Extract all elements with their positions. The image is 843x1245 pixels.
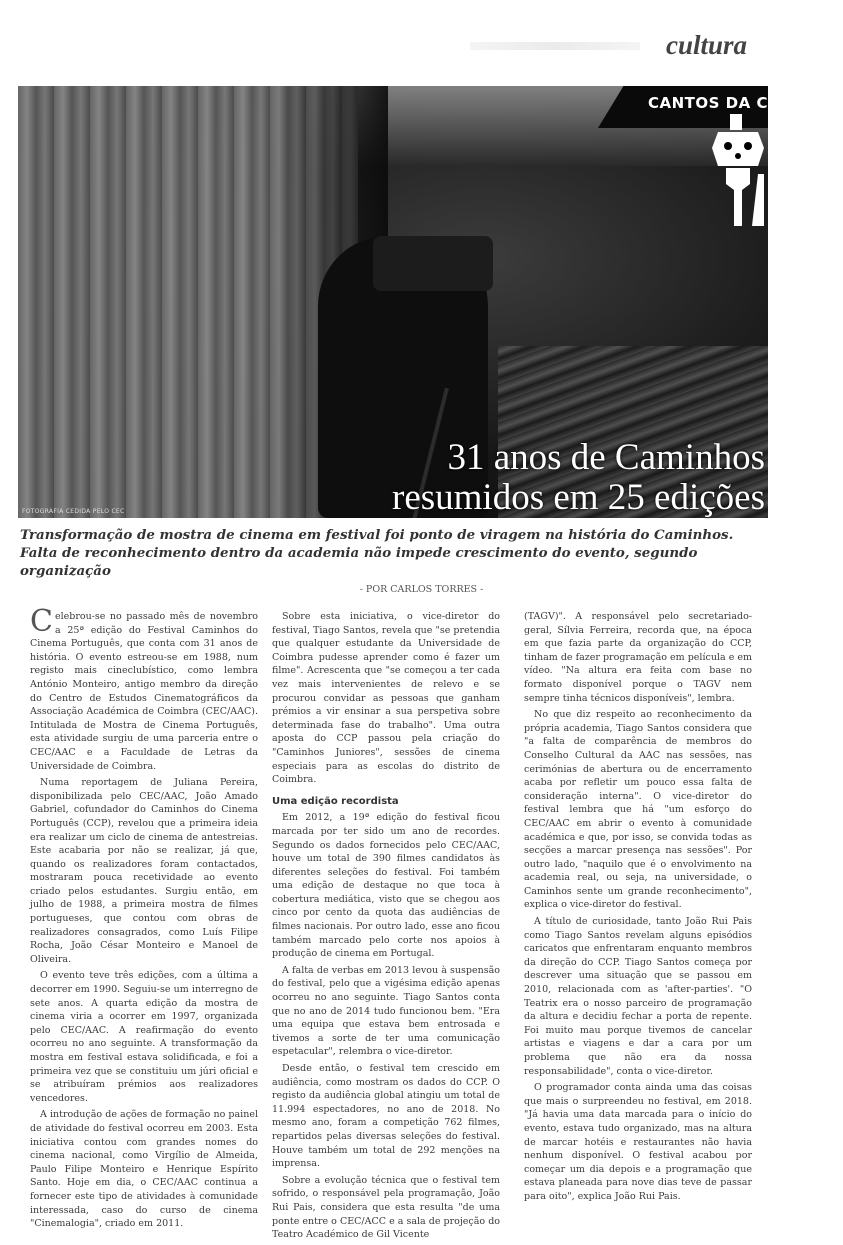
article-column-1 <box>30 604 258 1234</box>
paragraph: A introdução de ações de formação no painel de atividade do festival ocorreu em 2003. Esta iniciativa contou com grandes nomes do cinema nacional, como Virgílio de Almeida, Paulo Filipe Monteiro e Henrique Espírito Santo. Hoje em dia, o CEC/AAC continua a fornecer este tipo de atividades à comunidade interessada, caso do curso de cinema "Cinemalogia", criado em 2011. <box>30 1109 258 1230</box>
paragraph: (TAGV)". A responsável pelo secretariado-geral, Sílvia Ferreira, recorda que, na época em que fazia parte da organização do CCP, tinham de fazer programação em película e em vídeo. "Na altura era feita com base no formato disponível porque o TAGV nem sempre tinha técnicos disponíveis", lembra. <box>524 611 752 704</box>
paragraph: Sobre a evolução técnica que o festival tem sofrido, o responsável pela programação, João Rui Pais, considera que esta resulta "de uma ponte entre o CEC/ACC e a sala de projeção do Teatro Académico de Gil Vicente <box>272 1174 500 1241</box>
article-headline <box>392 438 765 518</box>
camera-icon <box>373 236 493 291</box>
subheading: Uma edição recordista <box>272 795 399 807</box>
paragraph: No que diz respeito ao reconhecimento da própria academia, Tiago Santos considera que "a falta de comparência de membros do Conselho Cultural da AAC nas sessões, nas cerimónias de abertura ou de encerramento acaba por refletir um pouco essa falta de consideração interna". O vice-diretor do festival lembra que há "um esforço do CEC/AAC em abrir o evento à comunidade académica e que, por isso, se convida todas as secções a marcar presença nas sessões". Por outro lado, "naquilo que é o envolvimento na academia real, ou seja, na universidade, o Caminhos sente um grande reconhecimento", explica o vice-diretor do festival. <box>524 709 752 911</box>
paragraph: Em 2012, a 19ª edição do festival ficou marcada por ter sido um ano de recordes. Segundo os dados fornecidos pelo CEC/AAC, houve um total de 390 filmes candidatos às diferentes seleções do festival. Foi também uma edição de destaque no que toca à cobertura mediática, visto que se chegou aos cinco por cento da quota das audiências de filmes nacionais. Por outro lado, esse ano ficou também marcado pelo corte nos apoios à produção de cinema em Portugal. <box>272 812 500 960</box>
paragraph: Celebrou-se no passado mês de novembro a 25ª edição do Festival Caminhos do Cinema Português, que conta com 31 anos de história. O evento estreou-se em 1988, num registo mais cineclubístico, como lembra António Monteiro, antigo membro da direção do Centro de Estudos Cinematográficos da Associação Académica de Coimbra (CEC/AAC). Intitulada de Mostra de Cinema Português, esta atividade surgiu de uma parceria entre o CEC/AAC e a Faculdade de Letras da Universidade de Coimbra. <box>30 604 258 772</box>
headline-line-1: 31 anos de Caminhos <box>447 437 765 478</box>
paragraph: O programador conta ainda uma das coisas que mais o surpreendeu no festival, em 2018. "Já havia uma data marcada para o início do evento, estava tudo organizado, mas na altura de marcar hotéis e restaurantes não havia nenhum disponível. O festival acabou por começar um dia depois e a programação que estava planeada para nove dias teve de passar para oito", explica João Rui Pais. <box>524 1082 752 1202</box>
article-column-2 <box>272 610 500 1245</box>
article-lead: Transformação de mostra de cinema em festival foi ponto de viragem na história do Caminhos. Falta de reconhecimento dentro da academia não impede crescimento do evento, segundo organização <box>20 527 734 579</box>
article-byline: - POR CARLOS TORRES - <box>359 584 484 595</box>
paragraph: A título de curiosidade, tanto João Rui Pais como Tiago Santos revelam alguns episódios caricatos que enfrentaram enquanto membros da direção do CCP. Tiago Santos começa por descrever uma situação que se passou em 2010, relacionada com as 'after-parties'. "O Teatrix era o nosso parceiro de programação da altura e decidiu fechar a porta de repente. Foi muito mau porque tivemos de cancelar artistas e viagens e dar a cara por um problema que não era da nossa responsabilidade", conta o vice-diretor. <box>524 916 752 1077</box>
cantos-da-casa-logo-icon <box>712 114 764 226</box>
paragraph: Desde então, o festival tem crescido em audiência, como mostram os dados do CCP. O registo da audiência global atingiu um total de 11.994 espectadores, no ano de 2018. No mesmo ano, foram a competição 762 filmes, repartidos pelas diversas seleções do festival. Houve também um total de 292 menções na imprensa. <box>272 1063 500 1170</box>
paragraph: A falta de verbas em 2013 levou à suspensão do festival, pelo que a vigésima edição apenas ocorreu no ano seguinte. Tiago Santos conta que no ano de 2014 tudo funcionou bem. "Era uma equipa que estava bem entrosada e tivemos a sorte de ter uma comunicação espetacular", relembra o vice-diretor. <box>272 964 500 1058</box>
faded-header-rule <box>470 42 640 50</box>
headline-line-2: resumidos em 25 edições <box>392 477 765 518</box>
article-column-3 <box>524 610 752 1207</box>
paragraph: Sobre esta iniciativa, o vice-diretor do festival, Tiago Santos, revela que "se pretendia que qualquer estudante da Universidade de Coimbra pudesse aprender como é fazer um filme". Acrescenta que "se começou a ter cada vez mais intervenientes de relevo e se procurou convidar as pessoas que ganham prémios a vir ensinar a sua perspetiva sobre determinada fase do trabalho". Uma outra aposta do CCP passou pela criação do "Caminhos Juniores", sessões de cinema especiais para as escolas do distrito de Coimbra. <box>272 611 500 786</box>
section-title: cultura <box>665 30 747 60</box>
paragraph: Numa reportagem de Juliana Pereira, disponibilizada pelo CEC/AAC, João Amado Gabriel, cofundador do Caminhos do Cinema Português (CCP), revelou que a primeira ideia era realizar um ciclo de cinema de antestreias. Este acabaria por não se realizar, já que, quando os realizadores foram contactados, mostraram pouca recetividade ao evento criado pelos estudantes. Surgiu então, em julho de 1988, a primeira mostra de filmes portugueses, que contou com obras de realizadores consagrados, como Luís Filipe Rocha, João César Monteiro e Manoel de Oliveira. <box>30 777 258 965</box>
photo-credit: FOTOGRAFIA CEDIDA PELO CEC <box>22 508 125 515</box>
section-badge-label: CANTOS DA CASA <box>648 94 804 112</box>
paragraph: O evento teve três edições, com a última a decorrer em 1990. Seguiu-se um interregno de sete anos. A quarta edição da mostra de cinema viria a ocorrer em 1997, organizada pelo CEC/AAC. A reafirmação do evento ocorreu no ano seguinte. A transformação da mostra em festival estava solidificada, e foi a primeira vez que se constituiu um júri oficial e se atribuíram prémios aos realizadores vencedores. <box>30 970 258 1104</box>
